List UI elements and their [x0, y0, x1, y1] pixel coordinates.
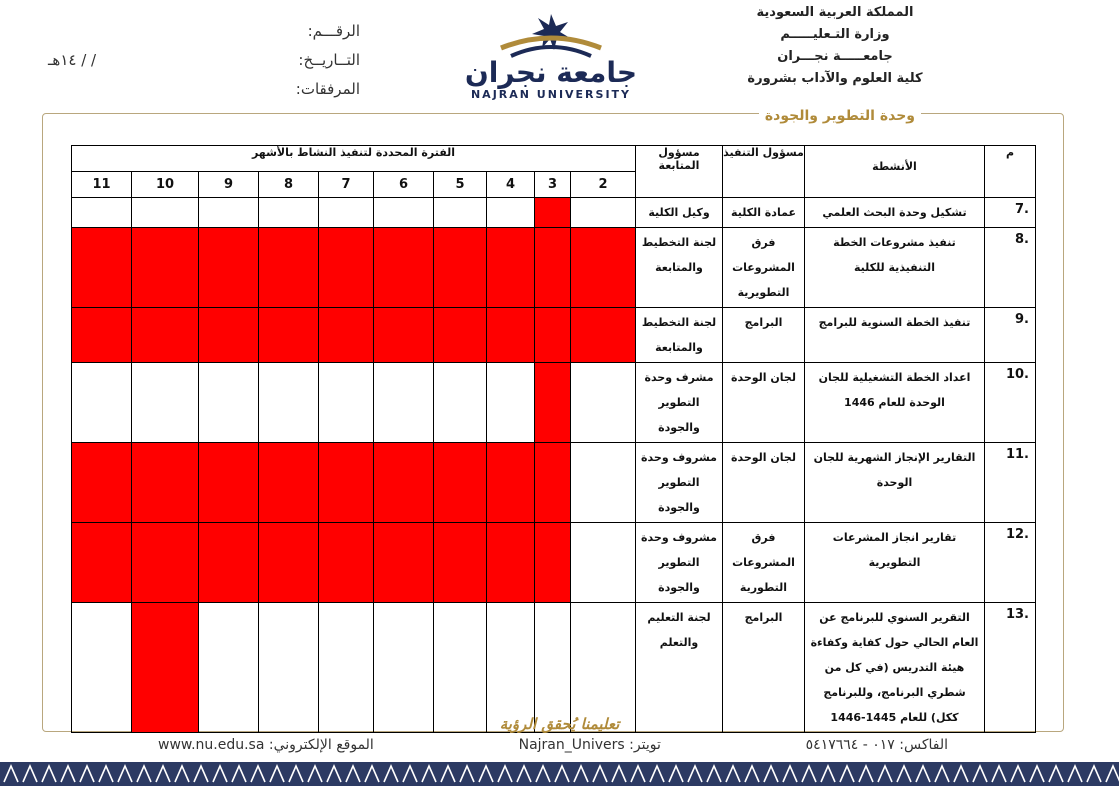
activity-cell [805, 198, 985, 228]
decorative-footer-band [0, 762, 1119, 786]
logo-english: NAJRAN UNIVERSITY [470, 88, 632, 101]
activity-cell-text: التقرير السنوي للبرنامج عن العام الحالي حول كفاية وكفاءة هيئة التدريس (في كل من شطري البرنامج، وللبرنامج ككل) للعام 1445-1446 [810, 611, 979, 724]
month-cell [132, 603, 199, 733]
table-row [72, 198, 1036, 228]
row-number-cell [985, 228, 1036, 308]
month-cell [199, 363, 259, 443]
month-cell [72, 523, 132, 603]
reference-block [40, 16, 360, 103]
month-cell [374, 363, 434, 443]
activity-cell-text: تنفيذ مشروعات الخطة التنفيذية للكلية [833, 236, 956, 274]
month-cell [132, 308, 199, 363]
activity-cell-text: اعداد الخطة التشغيلية للجان الوحدة للعام 1446 [818, 371, 971, 409]
month-cell [487, 198, 535, 228]
month-cell [72, 363, 132, 443]
month-cell [535, 198, 571, 228]
month-cell [374, 198, 434, 228]
header-line-ministry: وزارة التـعليـــــم [780, 27, 890, 42]
row-number-cell [985, 603, 1036, 733]
month-cell [374, 308, 434, 363]
row-number-cell-text: 7. [1015, 202, 1029, 217]
fax-text: الفاكس: ٠١٧ - ٥٤١٧٦٦٤ [805, 737, 948, 753]
date-label: التــاريــخ: [298, 50, 360, 69]
exec-cell-text: لجان الوحدة [731, 451, 796, 464]
activity-cell [805, 308, 985, 363]
table-row [72, 363, 1036, 443]
month-cell [259, 308, 319, 363]
month-cell [132, 443, 199, 523]
table-row [72, 443, 1036, 523]
month-cell [434, 443, 487, 523]
month-cell [319, 363, 374, 443]
follow-cell [636, 198, 723, 228]
activity-cell-text: تنفيذ الخطة السنوية للبرامج [818, 316, 971, 329]
month-cell [319, 308, 374, 363]
table-header-row [72, 146, 1036, 172]
month-cell [259, 363, 319, 443]
month-cell [434, 523, 487, 603]
month-cell [199, 308, 259, 363]
month-cell [199, 523, 259, 603]
month-cell [374, 443, 434, 523]
month-cell [132, 523, 199, 603]
row-number-cell [985, 198, 1036, 228]
website-text: الموقع الإلكتروني: www.nu.edu.sa [158, 737, 374, 753]
month-cell [535, 443, 571, 523]
month-cell [132, 198, 199, 228]
month-cell [434, 228, 487, 308]
month-cell [72, 443, 132, 523]
month-cell [319, 523, 374, 603]
month-7: 7 [319, 172, 374, 198]
month-cell [487, 308, 535, 363]
ministry-header [740, 2, 930, 90]
exec-cell [723, 363, 805, 443]
month-cell [319, 228, 374, 308]
exec-header: مسؤول التنفيذ [723, 146, 805, 198]
month-cell [132, 228, 199, 308]
follow-header: مسؤول المتابعة [636, 146, 723, 198]
follow-cell [636, 443, 723, 523]
month-3: 3 [535, 172, 571, 198]
row-number-cell-text: 11. [1005, 447, 1029, 462]
month-cell [434, 198, 487, 228]
month-cell [199, 228, 259, 308]
month-cell [319, 603, 374, 733]
follow-cell [636, 363, 723, 443]
month-cell [487, 443, 535, 523]
activity-plan-table [71, 145, 1036, 733]
exec-cell [723, 603, 805, 733]
exec-cell-text: لجان الوحدة [731, 371, 796, 384]
month-10: 10 [132, 172, 199, 198]
header-line-kingdom: المملكة العربية السعودية [756, 5, 914, 20]
follow-cell-text: مشرف وحدة التطوير والجودة [644, 371, 714, 434]
follow-cell-text: لجنة التخطيط والمتابعة [641, 316, 717, 354]
header-line-university: جامعـــــة نجـــران [777, 49, 893, 64]
month-cell [487, 603, 535, 733]
twitter-text: تويتر: Najran_Univers [518, 737, 661, 753]
month-cell [259, 523, 319, 603]
month-cell [487, 523, 535, 603]
header-line-college: كلية العلوم والآداب بشرورة [747, 71, 923, 86]
row-number-cell [985, 443, 1036, 523]
exec-cell [723, 523, 805, 603]
month-cell [535, 308, 571, 363]
follow-cell-text: مشروف وحدة التطوير والجودة [641, 451, 717, 514]
month-cell [487, 228, 535, 308]
month-cell [199, 443, 259, 523]
table-row [72, 308, 1036, 363]
exec-cell [723, 308, 805, 363]
month-cell [259, 603, 319, 733]
exec-cell-text: عمادة الكلية [731, 206, 796, 219]
follow-cell-text: مشروف وحدة التطوير والجودة [641, 531, 717, 594]
slogan: تعليمنا يُحقق الرؤية [499, 715, 620, 733]
activity-cell [805, 228, 985, 308]
month-11: 11 [72, 172, 132, 198]
month-cell [72, 198, 132, 228]
month-5: 5 [434, 172, 487, 198]
table-row [72, 228, 1036, 308]
month-cell [571, 228, 636, 308]
row-number-cell-text: 8. [1015, 232, 1029, 247]
plan-body [72, 198, 1036, 733]
month-cell [259, 198, 319, 228]
month-cell [535, 603, 571, 733]
month-cell [434, 363, 487, 443]
month-cell [571, 198, 636, 228]
activity-cell-text: تشكيل وحدة البحث العلمي [822, 206, 967, 219]
month-cell [72, 603, 132, 733]
activity-cell [805, 443, 985, 523]
month-cell [259, 443, 319, 523]
row-number-cell-text: 10. [1005, 367, 1029, 382]
month-cell [259, 228, 319, 308]
date-value: / / ١٤هـ [48, 50, 97, 69]
month-cell [535, 228, 571, 308]
row-number-cell [985, 308, 1036, 363]
month-cell [374, 228, 434, 308]
number-header: م [985, 146, 1036, 198]
activity-cell [805, 603, 985, 733]
month-cell [72, 308, 132, 363]
month-9: 9 [199, 172, 259, 198]
section-title: وحدة التطوير والجودة [759, 108, 921, 124]
follow-cell-text: لجنة التعليم والتعلم [647, 611, 711, 649]
month-cell [132, 363, 199, 443]
month-cell [487, 363, 535, 443]
month-cell [571, 603, 636, 733]
month-cell [72, 228, 132, 308]
pattern-band-icon [0, 762, 1119, 786]
activity-cell-text: التقارير الإنجاز الشهرية للجان الوحدة [813, 451, 976, 489]
activities-header: الأنشطة [805, 146, 985, 198]
month-cell [434, 308, 487, 363]
follow-cell-text: وكيل الكلية [648, 206, 710, 219]
month-cell [571, 523, 636, 603]
month-6: 6 [374, 172, 434, 198]
follow-cell-text: لجنة التخطيط والمتابعة [641, 236, 717, 274]
month-4: 4 [487, 172, 535, 198]
follow-cell [636, 308, 723, 363]
month-cell [374, 523, 434, 603]
exec-cell-text: البرامج [744, 611, 783, 624]
activity-cell [805, 523, 985, 603]
exec-cell [723, 443, 805, 523]
attachments-label: المرفقات: [295, 79, 360, 98]
month-cell [535, 523, 571, 603]
exec-cell [723, 198, 805, 228]
month-cell [199, 603, 259, 733]
period-header: الفترة المحددة لتنفيذ النشاط بالأشهر [72, 146, 636, 172]
exec-cell-text: البرامج [744, 316, 783, 329]
month-cell [535, 363, 571, 443]
month-cell [571, 443, 636, 523]
row-number-cell-text: 9. [1015, 312, 1029, 327]
table-row [72, 603, 1036, 733]
ref-label: الرقـــم: [307, 21, 360, 40]
month-cell [319, 198, 374, 228]
activity-cell [805, 363, 985, 443]
table-row [72, 523, 1036, 603]
month-cell [571, 308, 636, 363]
month-cell [374, 603, 434, 733]
row-number-cell [985, 523, 1036, 603]
exec-cell-text: فرق المشروعات التطورية [732, 531, 795, 594]
follow-cell [636, 523, 723, 603]
exec-cell-text: فرق المشروعات التطويرية [732, 236, 795, 299]
month-cell [571, 363, 636, 443]
contact-footer [158, 737, 948, 753]
follow-cell [636, 603, 723, 733]
month-cell [434, 603, 487, 733]
month-cell [319, 443, 374, 523]
row-number-cell-text: 13. [1005, 607, 1029, 622]
month-8: 8 [259, 172, 319, 198]
logo-arabic: جامعة نجران [464, 56, 638, 89]
activity-cell-text: تقارير انجاز المشرعات التطويرية [832, 531, 957, 569]
row-number-cell-text: 12. [1005, 527, 1029, 542]
row-number-cell [985, 363, 1036, 443]
university-logo [446, 8, 656, 100]
exec-cell [723, 228, 805, 308]
follow-cell [636, 228, 723, 308]
month-2: 2 [571, 172, 636, 198]
month-cell [199, 198, 259, 228]
